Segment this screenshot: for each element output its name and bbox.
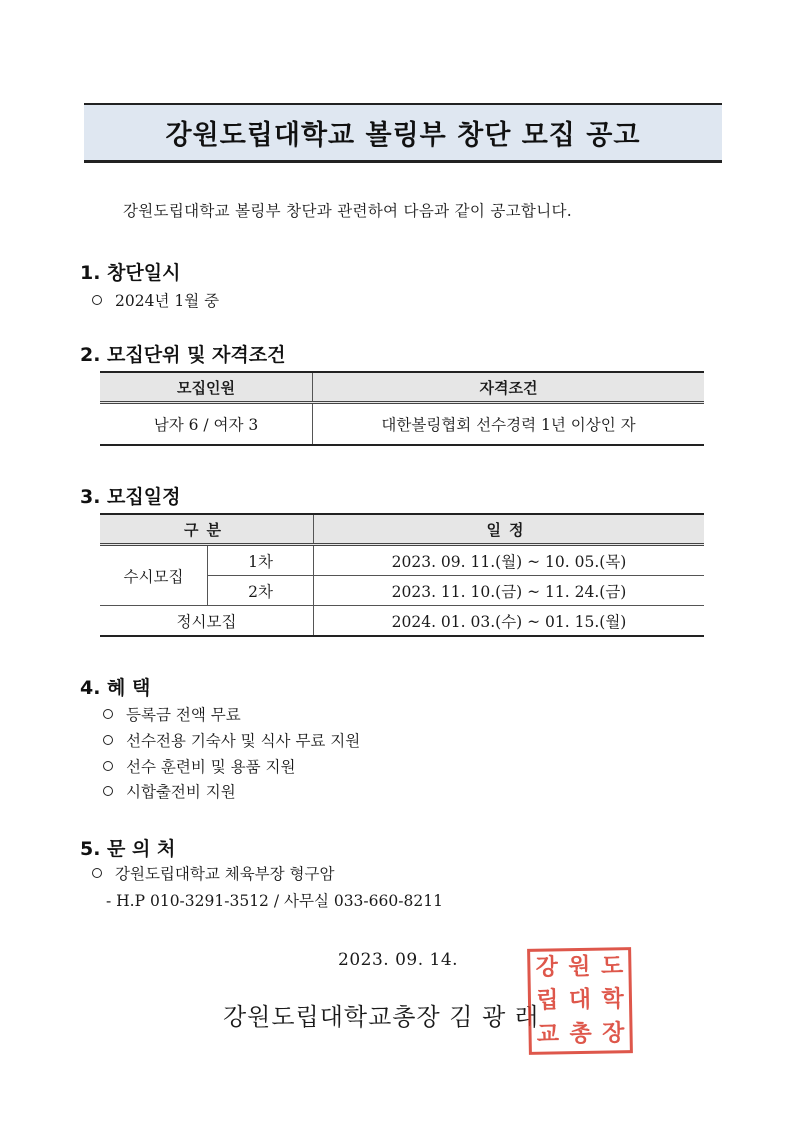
round-1-period: 2023. 09. 11.(월) ~ 10. 05.(목) (314, 545, 705, 576)
circle-bullet-icon (92, 295, 102, 305)
header-schedule: 일정 (314, 514, 705, 545)
section-2-heading: 2. 모집단위 및 자격조건 (80, 344, 286, 366)
round-2-period: 2023. 11. 10.(금) ~ 11. 24.(금) (314, 576, 705, 606)
benefit-item (103, 755, 295, 777)
seal-glyph: 대 (568, 986, 592, 1014)
issue-date: 2023. 09. 14. (338, 950, 459, 970)
benefit-item (103, 729, 360, 751)
benefit-item (103, 780, 236, 802)
contact-item (92, 862, 334, 884)
section-1-heading: 1. 창단일시 (80, 262, 181, 284)
seal-glyph: 립 (535, 986, 559, 1015)
circle-bullet-icon (103, 761, 113, 771)
section-3-heading: 3. 모집일정 (80, 486, 181, 508)
seal-glyph: 학 (601, 985, 624, 1013)
header-qualification: 자격조건 (313, 372, 705, 403)
founding-date: 2024년 1월 중 (115, 292, 220, 310)
section-1-item (92, 289, 219, 311)
circle-bullet-icon (103, 735, 113, 745)
contact-phone: - H.P 010-3291-3512 / 사무실 033-660-8211 (106, 892, 443, 910)
circle-bullet-icon (103, 709, 113, 719)
recruit-count: 남자 6 / 여자 3 (100, 403, 313, 446)
round-1-label: 1차 (208, 545, 314, 576)
section-4-heading: 4. 혜 택 (80, 677, 151, 699)
recruitment-table (100, 371, 704, 446)
seal-glyph: 원 (568, 952, 591, 981)
qualification: 대한볼링협회 선수경력 1년 이상인 자 (381, 416, 636, 434)
document-title: 강원도립대학교 볼링부 창단 모집 공고 (165, 120, 641, 151)
signer-name: 강원도립대학교총장 김 광 래 (223, 1003, 540, 1031)
seal-glyph: 장 (601, 1018, 625, 1047)
benefit-text: 시합출전비 지원 (126, 783, 236, 801)
benefit-text: 등록금 전액 무료 (126, 706, 241, 724)
seal-glyph: 도 (600, 952, 624, 980)
section-5-heading: 5. 문 의 처 (80, 838, 176, 860)
header-recruits: 모집인원 (100, 372, 313, 403)
benefit-text: 선수전용 기숙사 및 식사 무료 지원 (126, 732, 361, 750)
schedule-table (100, 513, 704, 637)
circle-bullet-icon (103, 786, 113, 796)
jeongsi-label: 정시모집 (100, 606, 314, 637)
contact-person: 강원도립대학교 체육부장 형구암 (115, 865, 335, 883)
seal-glyph: 교 (536, 1020, 560, 1048)
susi-label: 수시모집 (100, 545, 208, 606)
header-category: 구분 (100, 514, 314, 545)
jeongsi-period: 2024. 01. 03.(수) ~ 01. 15.(월) (391, 612, 627, 631)
benefit-text: 선수 훈련비 및 용품 지원 (126, 758, 296, 776)
intro-text: 강원도립대학교 볼링부 창단과 관련하여 다음과 같이 공고합니다. (123, 202, 572, 220)
round-2-label: 2차 (208, 576, 314, 606)
official-seal-stamp (527, 947, 633, 1055)
seal-glyph: 총 (569, 1019, 592, 1047)
title-banner (84, 103, 722, 163)
benefit-item (103, 703, 241, 725)
seal-glyph: 강 (535, 953, 559, 981)
circle-bullet-icon (92, 868, 102, 878)
